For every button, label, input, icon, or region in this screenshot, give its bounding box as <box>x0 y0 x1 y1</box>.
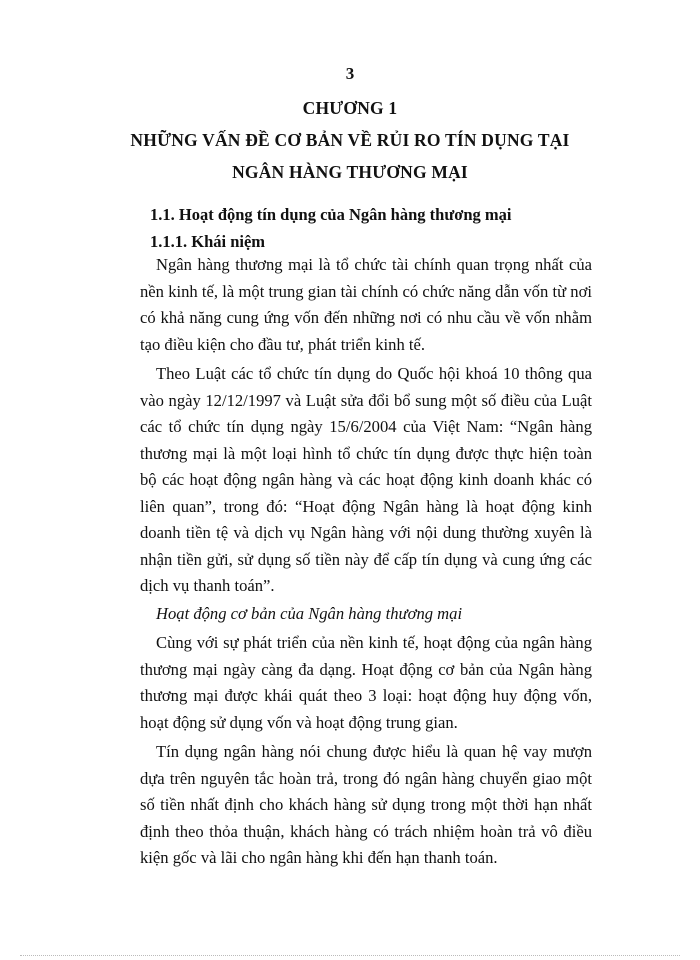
chapter-label: CHƯƠNG 1 <box>302 98 398 118</box>
page-bottom-divider <box>20 955 680 956</box>
paragraph-definition: Ngân hàng thương mại là tổ chức tài chính quan trọng nhất của nền kinh tế, là một trung gian tài chính có chức năng dẫn vốn từ nơi có khả năng cung ứng vốn đến những nơi có nhu cầu về vốn nhằm tạo điều kiện cho đầu tư, phát triển kinh tế. <box>140 255 592 354</box>
paragraph-law: Theo Luật các tổ chức tín dụng do Quốc hội khoá 10 thông qua vào ngày 12/12/1997 và Luật sửa đổi bổ sung một số điều của Luật các tổ chức tín dụng ngày 15/6/2004 của Việt Nam: “Ngân hàng thương mại là một loại hình tổ chức tín dụng được thực hiện toàn bộ các hoạt động ngân hàng và các hoạt động kinh doanh khác có liên quan”, trong đó: “Hoạt động Ngân hàng là hoạt động kinh doanh tiền tệ và dịch vụ Ngân hàng với nội dung thường xuyên là nhận tiền gửi, sử dụng số tiền này để cấp tín dụng và cung ứng các dịch vụ thanh toán”. <box>140 364 592 595</box>
section-heading: 1.1. Hoạt động tín dụng của Ngân hàng thương mại <box>150 205 512 224</box>
subsection-heading: 1.1.1. Khái niệm <box>150 232 266 251</box>
paragraph-credit: Tín dụng ngân hàng nói chung được hiểu là quan hệ vay mượn dựa trên nguyên tắc hoàn trả, trong đó ngân hàng chuyển giao một số tiền nhất định cho khách hàng sử dụng trong một thời hạn nhất định theo thỏa thuận, khách hàng có trách nhiệm hoàn trả vô điều kiện gốc và lãi cho ngân hàng khi đến hạn thanh toán. <box>140 742 592 867</box>
chapter-title-line-1: NHỮNG VẤN ĐỀ CƠ BẢN VỀ RỦI RO TÍN DỤNG TẠI <box>130 130 570 150</box>
paragraph-activities: Cùng với sự phát triển của nền kinh tế, hoạt động của ngân hàng thương mại ngày càng đa dạng. Hoạt động cơ bản của Ngân hàng thương mại được khái quát theo 3 loại: hoạt động huy động vốn, hoạt động sử dụng vốn và hoạt động trung gian. <box>140 633 592 732</box>
page-number: 3 <box>345 64 355 83</box>
chapter-title-line-2: NGÂN HÀNG THƯƠNG MẠI <box>232 162 468 182</box>
body-text <box>140 252 592 872</box>
italic-subheading: Hoạt động cơ bản của Ngân hàng thương mại <box>156 603 463 623</box>
